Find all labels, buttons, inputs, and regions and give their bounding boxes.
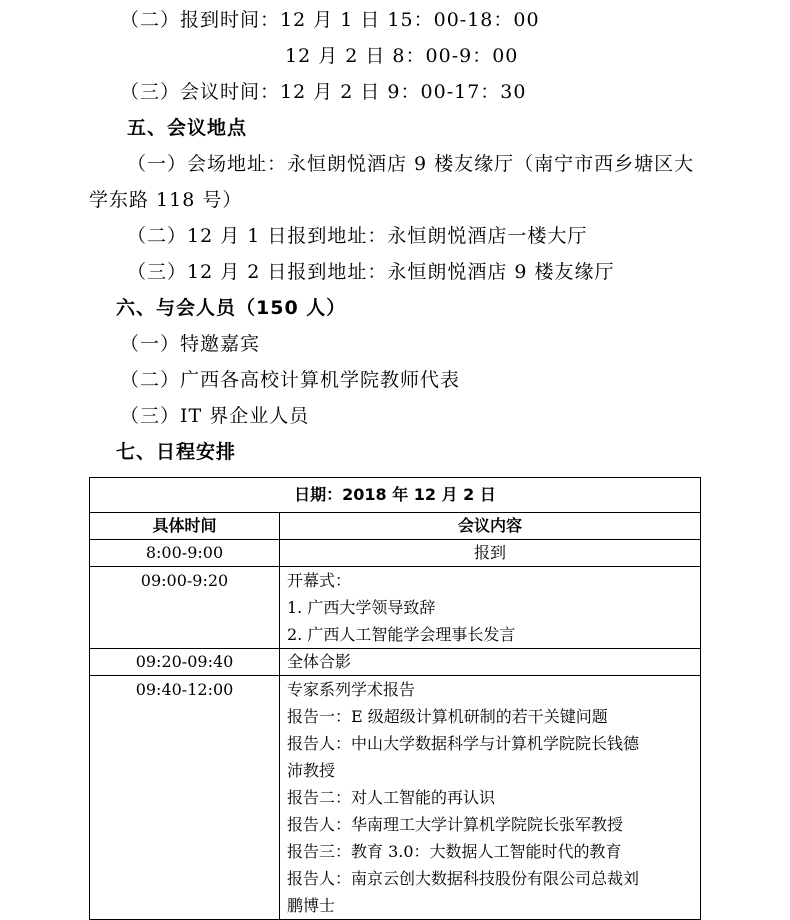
venue-address-line: （一）会场地址：永恒朗悦酒店 9 楼友缘厅（南宁市西乡塘区大 (127, 153, 695, 175)
content-line: 报告二：对人工智能的再认识 (287, 788, 496, 807)
schedule-date-caption: 日期：2018 年 12 月 2 日 (90, 478, 701, 513)
content-line: 报告人：华南理工大学计算机学院院长张军教授 (287, 815, 624, 834)
venue-address-line-cont: 学东路 118 号） (89, 189, 243, 211)
attendee-item-it: （三）IT 界企业人员 (120, 405, 310, 427)
attendee-item-guests: （一）特邀嘉宾 (120, 333, 261, 355)
table-row (90, 649, 701, 676)
dec2-registration-address: （三）12 月 2 日报到地址：永恒朗悦酒店 9 楼友缘厅 (127, 261, 615, 283)
schedule-content-cell (280, 676, 701, 920)
content-line: 报告人：中山大学数据科学与计算机学院院长钱德 (287, 734, 640, 753)
content-line: 报告一：E 级超级计算机研制的若干关键问题 (287, 707, 608, 726)
content-line: 专家系列学术报告 (287, 680, 416, 699)
registration-time-line-2: 12 月 2 日 8：00-9：00 (285, 45, 519, 67)
content-line: 报告三：教育 3.0：大数据人工智能时代的教育 (287, 842, 622, 861)
content-line: 2. 广西人工智能学会理事长发言 (287, 625, 516, 644)
section-heading-venue: 五、会议地点 (127, 117, 248, 139)
dec1-registration-address: （二）12 月 1 日报到地址：永恒朗悦酒店一楼大厅 (127, 225, 588, 247)
schedule-content-cell: 报到 (280, 540, 701, 567)
column-header-time: 具体时间 (90, 513, 280, 540)
section-heading-schedule: 七、日程安排 (116, 441, 237, 463)
schedule-time-cell: 09:00-9:20 (90, 567, 280, 649)
content-line: 1. 广西大学领导致辞 (287, 598, 436, 617)
column-header-content: 会议内容 (280, 513, 701, 540)
content-line: 沛教授 (287, 761, 336, 780)
schedule-time-cell: 8:00-9:00 (90, 540, 280, 567)
attendee-item-teachers: （二）广西各高校计算机学院教师代表 (120, 369, 461, 391)
registration-time-line: （二）报到时间：12 月 1 日 15：00-18：00 (120, 9, 540, 31)
content-line: 报告人：南京云创大数据科技股份有限公司总裁刘 (287, 869, 640, 888)
schedule-content-cell: 全体合影 (280, 649, 701, 676)
table-row (90, 540, 701, 567)
schedule-table (89, 477, 701, 920)
meeting-time-line: （三）会议时间：12 月 2 日 9：00-17：30 (120, 81, 527, 103)
table-row (90, 567, 701, 649)
section-heading-attendees: 六、与会人员（150 人） (116, 297, 347, 319)
content-line: 鹏博士 (287, 896, 336, 915)
schedule-time-cell: 09:40-12:00 (90, 676, 280, 920)
schedule-time-cell: 09:20-09:40 (90, 649, 280, 676)
content-line: 开幕式： (287, 571, 352, 590)
schedule-content-cell (280, 567, 701, 649)
table-row (90, 676, 701, 920)
